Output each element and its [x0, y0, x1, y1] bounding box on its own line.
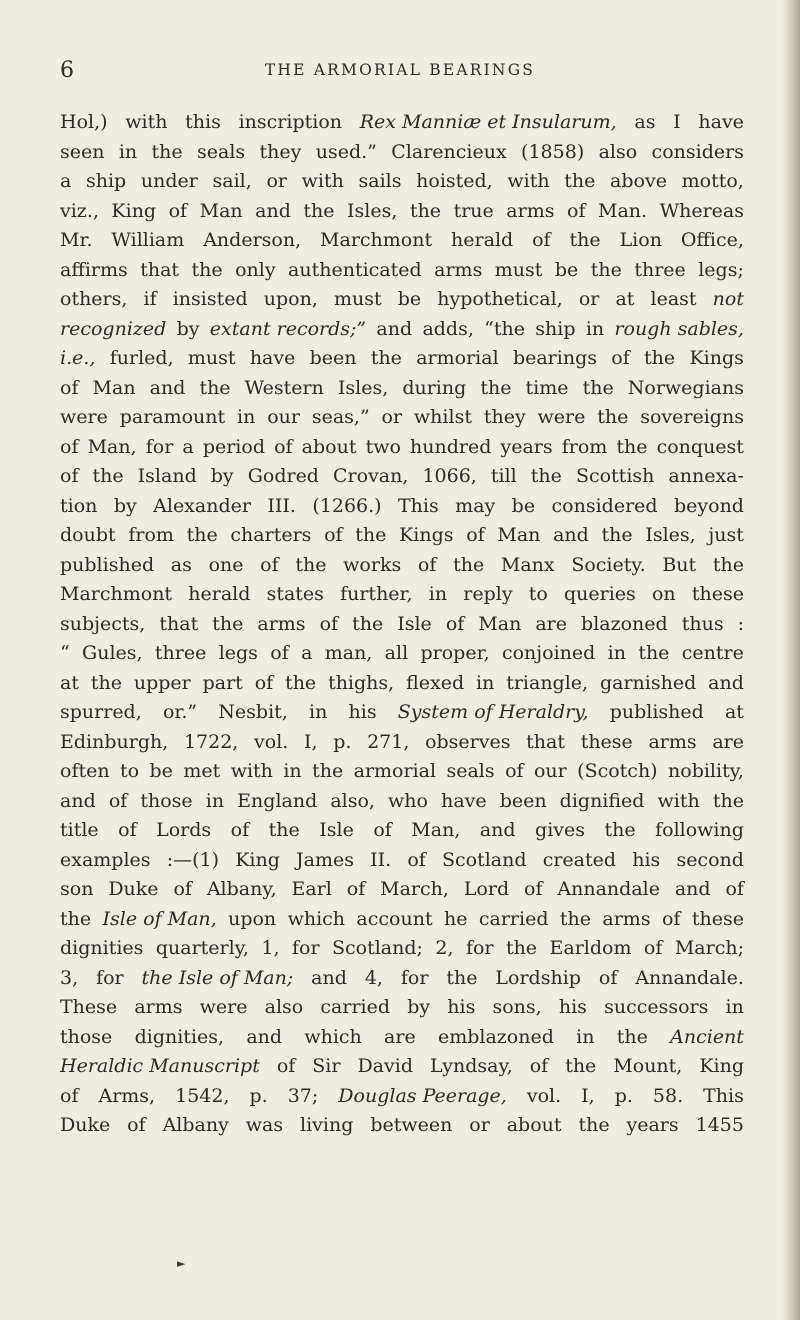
italic-word: not	[712, 288, 744, 310]
italic-word: i.e.,	[60, 347, 96, 369]
text-line-26: examples :—(1) King James II. of Scotland created his second	[60, 848, 744, 871]
text-line-13: of the Island by Godred Crovan, 1066, till the Scottish annexa-	[60, 465, 744, 487]
italic-phrase: rough sables,	[614, 317, 744, 340]
page-edge-shadow	[782, 0, 800, 1320]
text-line-12: of Man, for a period of about two hundred years from the conquest	[60, 435, 744, 458]
italic-phrase: System of Heraldry,	[397, 701, 589, 723]
page-number: 6	[60, 58, 74, 83]
italic-phrase: Douglas Peerage,	[338, 1084, 507, 1107]
text-line-33: Heraldic Manuscript of Sir David Lyndsay, of the Mount, King	[60, 1052, 744, 1082]
text-line-7: others, if insisted upon, must be hypothetical, or at least not	[60, 285, 744, 315]
text-line-17: Marchmont herald states further, in reply to queries on these	[60, 583, 744, 605]
text-line-23: often to be met with in the armorial seals of our (Scotch) nobility,	[60, 760, 744, 782]
running-head: THE ARMORIAL BEARINGS	[264, 61, 536, 79]
italic-phrase: Heraldic Manuscript	[60, 1055, 260, 1077]
text-line-24: and of those in England also, who have been dignified with the	[60, 789, 744, 812]
text-line-18: subjects, that the arms of the Isle of Man are blazoned thus :	[60, 612, 744, 635]
text-line-3: a ship under sail, or with sails hoisted, with the above motto,	[60, 170, 744, 192]
italic-word: recognized	[60, 317, 167, 340]
text-line-35: Duke of Albany was living between or about the years 1455	[60, 1114, 744, 1136]
text-line-34: of Arms, 1542, p. 37; Douglas Peerage, vol. I, p. 58. This	[60, 1082, 744, 1112]
text-line-2: seen in the seals they used.” Clarencieux (1858) also considers	[60, 140, 744, 163]
italic-word: Ancient	[670, 1025, 744, 1048]
text-line-30: 3, for the Isle of Man; and 4, for the Lordship of Annandale.	[60, 964, 744, 994]
text-line-19: “ Gules, three legs of a man, all proper, conjoined in the centre	[60, 642, 744, 664]
text-line-8: recognized by extant records;” and adds, “the ship in rough sables,	[60, 315, 744, 345]
text-line-16: published as one of the works of the Manx Society. But the	[60, 553, 744, 576]
text-line-6: affirms that the only authenticated arms must be the three legs;	[60, 258, 744, 281]
text-line-25: title of Lords of the Isle of Man, and gives the following	[60, 819, 744, 841]
text-line-10: of Man and the Western Isles, during the time the Norwegians	[60, 376, 744, 399]
text-line-1: Hol,) with this inscription Rex Manniæ et Insularum, as I have	[60, 108, 744, 138]
text-line-9: i.e., furled, must have been the armorial bearings of the Kings	[60, 344, 744, 374]
arrow-mark-icon: ►	[177, 1257, 186, 1270]
italic-phrase: the Isle of Man;	[141, 966, 294, 989]
text-line-5: Mr. William Anderson, Marchmont herald of the Lion Office,	[60, 229, 744, 251]
text-line-11: were paramount in our seas,” or whilst they were the sovereigns	[60, 406, 744, 428]
text-line-20: at the upper part of the thighs, flexed in triangle, garnished and	[60, 671, 744, 694]
text-line-21: spurred, or.” Nesbit, in his System of Heraldry, published at	[60, 698, 744, 728]
italic-phrase: extant records;”	[209, 317, 367, 340]
text-line-22: Edinburgh, 1722, vol. I, p. 271, observes that these arms are	[60, 730, 744, 753]
text-line-14: tion by Alexander III. (1266.) This may be considered beyond	[60, 494, 744, 517]
text-line-29: dignities quarterly, 1, for Scotland; 2, for the Earldom of March;	[60, 937, 744, 959]
text-line-28: the Isle of Man, upon which account he carried the arms of these	[60, 905, 744, 935]
italic-phrase: Rex Manniæ et Insularum,	[359, 111, 617, 133]
text-line-27: son Duke of Albany, Earl of March, Lord of Annandale and of	[60, 878, 744, 900]
body-text	[60, 108, 744, 1141]
italic-phrase: Isle of Man,	[102, 907, 217, 930]
text-line-4: viz., King of Man and the Isles, the true arms of Man. Whereas	[60, 199, 744, 222]
text-line-31: These arms were also carried by his sons, his successors in	[60, 996, 744, 1018]
text-line-32: those dignities, and which are emblazoned in the Ancient	[60, 1023, 744, 1053]
text-line-15: doubt from the charters of the Kings of Man and the Isles, just	[60, 524, 744, 546]
